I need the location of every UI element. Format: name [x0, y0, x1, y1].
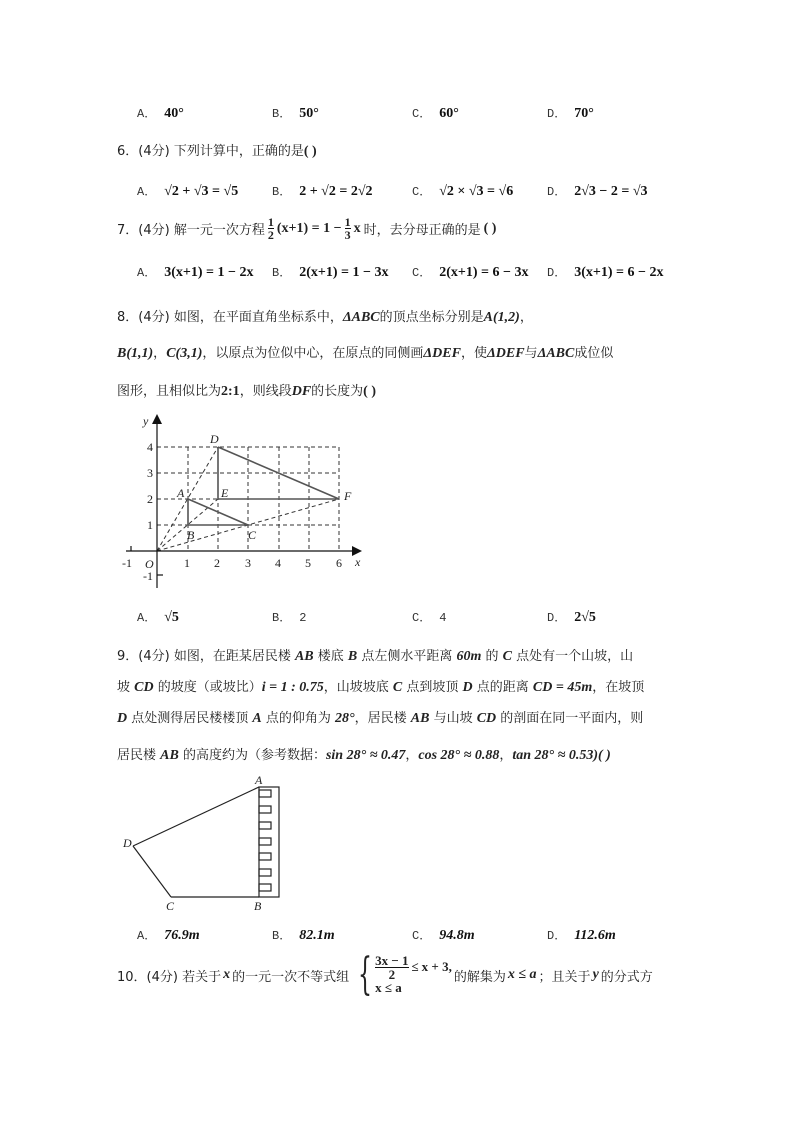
text: 居民楼 — [117, 748, 161, 763]
math: D — [117, 711, 128, 726]
option-label: B． — [272, 929, 292, 943]
option-label: C． — [412, 107, 432, 121]
rhs: x + 3, — [421, 959, 452, 975]
option-value: 3(x+1) = 1 − 2x — [164, 265, 254, 280]
text: 的 — [481, 649, 503, 664]
text: 的顶点坐标分别是 — [379, 310, 484, 325]
text: 楼底 — [313, 649, 348, 664]
option-label: A． — [137, 929, 157, 943]
option-label: A． — [137, 611, 157, 625]
q8-option-a — [137, 608, 179, 626]
text: ， — [405, 748, 419, 763]
answer-paren: ( ) — [303, 144, 317, 159]
text: 点处测得居民楼楼顶 — [127, 711, 253, 726]
text: 图形，且相似比为 — [117, 384, 222, 399]
text: 8．(4分) 如图，在平面直角坐标系中， — [117, 310, 343, 325]
answer-paren: ( ) — [483, 220, 497, 236]
math: 28° — [335, 711, 355, 726]
math: DF — [291, 384, 312, 399]
math: B(1,1) — [117, 346, 154, 361]
option-value: √2 + √3 = √5 — [164, 184, 239, 199]
x-tick-label: -1 — [122, 556, 132, 570]
x-tick-label: 5 — [305, 556, 311, 570]
text: ，使 — [460, 346, 487, 361]
option-label: B． — [272, 185, 292, 199]
option-label: B． — [272, 266, 292, 280]
text: 9．(4分) 如图，在距某居民楼 — [117, 649, 295, 664]
text: 坡 — [117, 680, 135, 695]
text: ， — [499, 748, 513, 763]
math: ΔABC — [537, 346, 575, 361]
point-a-label: A — [177, 486, 185, 500]
fraction — [375, 954, 408, 981]
text: ， — [519, 310, 533, 325]
x-tick-label: 4 — [275, 556, 281, 570]
option-value: 2√5 — [574, 610, 596, 625]
text: 点处有一个山坡，山 — [512, 649, 634, 664]
option-value: √2 × √3 = √6 — [439, 184, 514, 199]
system-lines — [375, 954, 452, 996]
q8-option-d — [547, 608, 596, 626]
math: AB — [160, 748, 179, 763]
text: 的剖面在同一平面内，则 — [496, 711, 644, 726]
math: x — [223, 967, 231, 982]
text: ；且关于 — [538, 969, 591, 985]
text: ，居民楼 — [354, 711, 411, 726]
q9-option-d — [547, 926, 616, 944]
math: x ≤ a — [507, 967, 537, 982]
math: CD = 45m — [532, 680, 593, 695]
math: i = 1 : 0.75 — [261, 680, 324, 695]
math: B — [347, 649, 358, 664]
x-tick-label: 3 — [245, 556, 251, 570]
q9-line-4 — [117, 744, 611, 764]
math: 60m — [456, 649, 482, 664]
option-value: 2 — [299, 611, 307, 625]
option-label: C． — [412, 611, 432, 625]
text: ，山坡坡底 — [323, 680, 393, 695]
option-label: C． — [412, 185, 432, 199]
text: ， — [153, 346, 167, 361]
y-tick-label: 2 — [147, 492, 153, 506]
text: 点的距离 — [472, 680, 533, 695]
math: AB — [410, 711, 430, 726]
axis-x-label: x — [355, 555, 361, 569]
math: y — [592, 967, 599, 982]
math: ΔABC — [342, 310, 380, 325]
inequality-2: x ≤ a — [375, 980, 402, 996]
option-label: A． — [137, 107, 157, 121]
option-value: 94.8m — [439, 928, 475, 943]
math: CD — [476, 711, 497, 726]
math: C(3,1) — [166, 346, 203, 361]
option-value: 60° — [439, 106, 459, 121]
text: ，则线段 — [239, 384, 292, 399]
math: A — [252, 711, 262, 726]
q7-stem-suffix: 时，去分母正确的是 — [363, 223, 481, 238]
text: 10．(4分) 若关于 — [117, 969, 222, 985]
option-value: 40° — [164, 106, 184, 121]
math: C — [502, 649, 513, 664]
math: 2:1 — [221, 384, 240, 399]
slope-base-label: C — [166, 899, 175, 913]
option-value: 112.6m — [574, 928, 616, 943]
q9-option-a — [137, 926, 200, 944]
math: sin 28° ≈ 0.47 — [325, 748, 406, 763]
y-tick-label: 3 — [147, 466, 153, 480]
point-b-label: B — [187, 528, 195, 542]
text: ，在坡顶 — [592, 680, 645, 695]
x-tick-label: 1 — [184, 556, 190, 570]
q9-option-b — [272, 926, 335, 944]
option-label: A． — [137, 185, 157, 199]
q10-stem — [117, 949, 653, 1000]
numerator: 1 — [267, 215, 274, 229]
y-tick-label: -1 — [143, 569, 153, 583]
text: 与 — [524, 346, 538, 361]
option-label: B． — [272, 107, 292, 121]
q8-option-b — [272, 608, 306, 625]
relation: ≤ — [411, 959, 419, 975]
left-brace-icon: { — [358, 949, 373, 1000]
origin-label: O — [145, 557, 154, 571]
option-label: B． — [272, 611, 292, 625]
math: A(1,2) — [483, 310, 520, 325]
slope-top-label: D — [123, 836, 132, 850]
math: cos 28° ≈ 0.88 — [418, 748, 500, 763]
inequality-1 — [375, 954, 452, 981]
option-value: 4 — [439, 611, 447, 625]
math: ΔDEF — [486, 346, 525, 361]
text: ，以原点为位似中心，在原点的同侧画 — [202, 346, 424, 361]
text: 的高度约为（参考数据： — [178, 748, 326, 763]
x-tick-label: 2 — [214, 556, 220, 570]
option-value: √5 — [164, 610, 179, 625]
equation-text: (x+1) = 1 − — [276, 220, 342, 236]
text: 与山坡 — [429, 711, 477, 726]
text: 的解集为 — [453, 969, 506, 985]
option-label: D． — [547, 107, 567, 121]
text: 成位似 — [574, 346, 614, 361]
point-e-label: E — [221, 486, 229, 500]
option-value: 70° — [574, 106, 594, 121]
math: ΔDEF — [423, 346, 461, 361]
math: C — [392, 680, 403, 695]
option-label: A． — [137, 266, 157, 280]
option-label: C． — [412, 266, 432, 280]
math: AB — [294, 649, 314, 664]
option-value: 3(x+1) = 6 − 2x — [574, 265, 664, 280]
q7-stem-text: 7．(4分) 解一元一次方程 — [117, 223, 265, 238]
math: CD — [134, 680, 154, 695]
q9-line-3 — [117, 707, 643, 727]
math: ( ) — [597, 748, 611, 763]
numerator: 3x − 1 — [375, 953, 409, 969]
numerator: 1 — [344, 215, 351, 229]
option-value: 2(x+1) = 6 − 3x — [439, 265, 529, 280]
q6-stem-text: 6．(4分) 下列计算中，正确的是 — [117, 144, 304, 159]
q9-line-2 — [117, 676, 644, 696]
text: 点左侧水平距离 — [357, 649, 457, 664]
text: 的一元一次不等式组 — [232, 969, 350, 985]
option-value: 76.9m — [164, 928, 200, 943]
point-d-label: D — [210, 432, 219, 446]
option-value: 2 + √2 = 2√2 — [299, 184, 373, 199]
option-label: D． — [547, 929, 567, 943]
answer-paren: ( ) — [363, 384, 376, 399]
y-tick-label: 4 — [147, 440, 153, 454]
option-label: D． — [547, 611, 567, 625]
q9-line-1 — [117, 645, 633, 665]
denominator: 2 — [267, 228, 274, 242]
option-label: D． — [547, 185, 567, 199]
building-base-label: B — [254, 899, 262, 913]
inequality-system — [351, 949, 452, 1000]
option-value: 2√3 − 2 = √3 — [574, 184, 648, 199]
option-value: 82.1m — [299, 928, 335, 943]
point-f-label: F — [344, 489, 352, 503]
option-label: C． — [412, 929, 432, 943]
math: D — [462, 680, 473, 695]
option-value: 50° — [299, 106, 319, 121]
q9-option-c — [412, 926, 475, 944]
denominator: 2 — [388, 967, 396, 983]
y-tick-label: 1 — [147, 518, 153, 532]
q9-figure — [133, 787, 279, 897]
point-c-label: C — [248, 528, 257, 542]
building-top-label: A — [255, 773, 263, 787]
math: tan 28° ≈ 0.53) — [512, 748, 598, 763]
equation-text: x — [353, 220, 361, 236]
option-label: D． — [547, 266, 567, 280]
q8-option-c — [412, 608, 446, 625]
text: 点的仰角为 — [261, 711, 335, 726]
denominator: 3 — [344, 228, 351, 242]
text: 的坡度（或坡比） — [153, 680, 262, 695]
axis-y-label: y — [143, 414, 149, 428]
text: 的长度为 — [311, 384, 364, 399]
option-value: 2(x+1) = 1 − 3x — [299, 265, 389, 280]
x-tick-label: 6 — [336, 556, 342, 570]
text: 点到坡顶 — [402, 680, 463, 695]
text: 的分式方 — [600, 969, 653, 985]
